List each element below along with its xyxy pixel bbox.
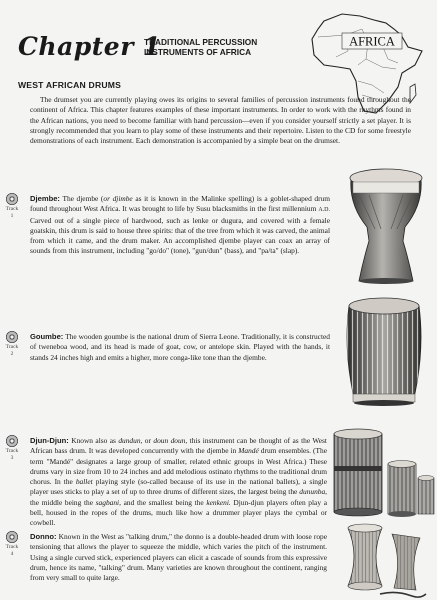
chapter-subtitle [144, 37, 257, 57]
track-4-badge [2, 531, 22, 557]
djembe-name: Djembe: [30, 194, 60, 203]
track-number: 4 [10, 550, 14, 557]
chapter-subtitle-line-2: INSTRUMENTS OF AFRICA [144, 47, 252, 57]
section-title: WEST AFRICAN DRUMS [18, 80, 122, 90]
donno-paragraph: Donno: Known in the West as "talking drum," the donno is a double-headed drum with loose rope tensioning that allows the player to squeeze the middle, which varies the pitch of the instrument. Using a single curved stick, experienced players can elicit a cascade of sounds from this expressive drum, hence its name, "talking" drum. Many varieties are known throughout the continent, ranging from very small to quite large. [30, 532, 327, 583]
intro-paragraph: The drumset you are currently playing owes its origins to several families of percussion instruments found throughout the continent of Africa. This chapter features examples of these important instruments. In order to work with the rhythms found in the African nations, you need to become familiar with hand percussion—even if you consider yourself strictly a set player. It is strongly recommended that you learn to play some of these instruments and their repertoire. Listen to the CD for some freestyle demonstrations of each instrument. Each demonstration is accompanied by a simple beat on the drumset. [30, 95, 411, 146]
track-number: 3 [10, 454, 14, 461]
djun-djun-name: Djun-Djun: [30, 436, 69, 445]
track-2-badge [2, 331, 22, 357]
donno-name: Donno: [30, 532, 57, 541]
track-label: Track [5, 344, 19, 350]
djembe-paragraph: Djembe: The djembe (or djimbe as it is known in the Malinke spelling) is a goblet-shaped drum found throughout West Africa. It was brought to life by Susu blacksmiths in the first millennium A.D. Carved out of a single piece of hardwood, such as lenke or dugura, and covered with a female goatskin, this drum is said to house three spirits: that of the tree from which it was carved, the animal from which it came, and the drum maker. An accomplished djembe player can coax an array of sounds from this instrument, including "go/do" (tone), "gun/dun" (bass), and "pa/ta" (slap). [30, 194, 330, 256]
djembe-photo [345, 165, 427, 285]
track-1-badge [2, 193, 22, 219]
map-label: AFRICA [349, 34, 395, 49]
track-label: Track [5, 448, 19, 454]
chapter-heading: Chapter 1 [18, 32, 161, 61]
track-label: Track [5, 206, 19, 212]
goumbe-name: Goumbe: [30, 332, 64, 341]
goumbe-paragraph: Goumbe: The wooden goumbe is the national drum of Sierra Leone. Traditionally, it is constructed of tweneboa wood, and its head is made of goat, cow, or antelope skin. Played with the hands, it stands 24 inches high and emits a higher, more conga-like tone than the djembe. [30, 332, 330, 362]
djun-djun-photo [330, 422, 436, 520]
cd-icon [6, 435, 18, 447]
track-number: 1 [10, 212, 14, 219]
cd-icon [6, 531, 18, 543]
donno-photo [336, 520, 436, 600]
chapter-subtitle-line-1: TRADITIONAL PERCUSSION [144, 37, 258, 47]
cd-icon [6, 331, 18, 343]
track-number: 2 [10, 350, 14, 357]
goumbe-photo [335, 292, 433, 416]
track-label: Track [5, 544, 19, 550]
djun-djun-paragraph: Djun-Djun: Known also as dundun, or doun doun, this instrument can be thought of as the West African bass drum. It was developed concurrently with the djembe in Mandé drum ensembles. (The term "Mandé" designates a large group of smaller, related ethnic groups in West Africa.) These drums vary in size from 10 to 24 inches and add melodious ostinato rhythms to the traditional drum chorus. In the ballet playing style (so-called because of its use in the national ballets), a single player uses sticks to play a set of up to three drums of different sizes, the largest being the dununba, the middle being the sagbani, and the smallest being the kenkeni. Djun-djun players often play a bell, housed in the ropes of the drums, much like how a drummer player plays the cymbal or cowbell. [30, 436, 327, 528]
cd-icon [6, 193, 18, 205]
track-3-badge [2, 435, 22, 461]
